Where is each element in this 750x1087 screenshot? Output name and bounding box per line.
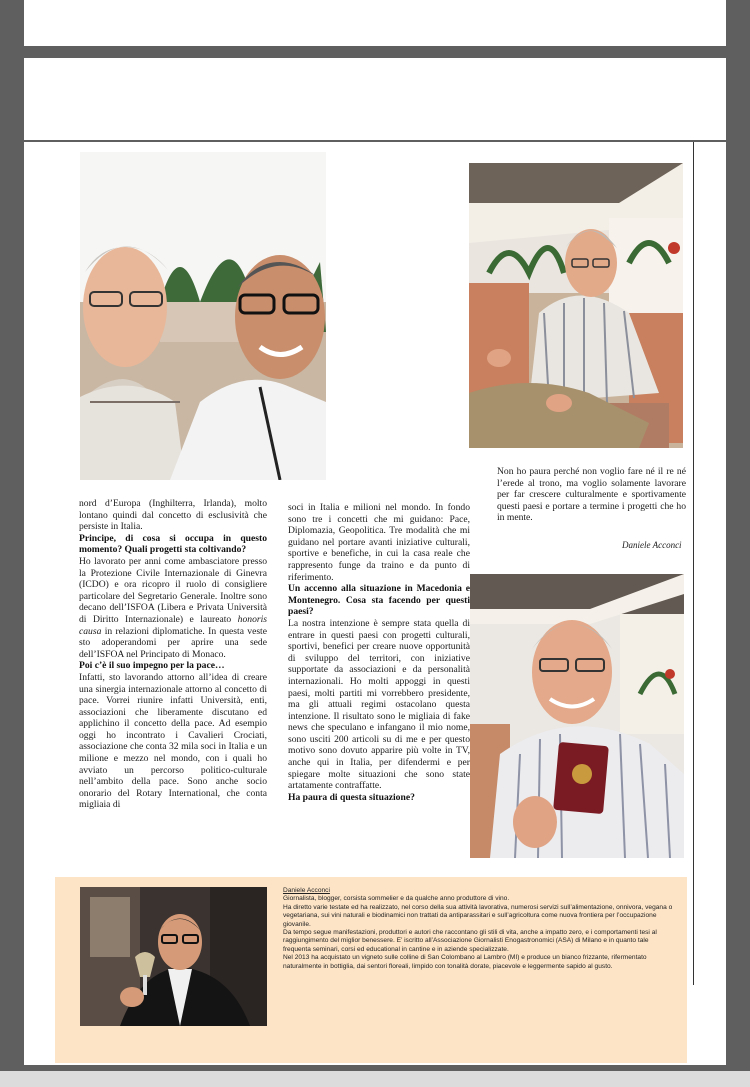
author-bio-text <box>283 887 675 971</box>
previous-page-bottom <box>24 0 726 46</box>
page-top-margin <box>24 58 726 140</box>
col2-question-2: Ha paura di questa situazione? <box>288 791 415 803</box>
col1-paragraph-2a: Ho lavorato per anni come ambasciatore presso la Protezione Civile Internazionale di Ginevra (ICDO) e ora ricopro il ruolo di consigliere particolare del Segretario Generale. Inoltre sono decano dell’ISFOA (Libera e Privata Università di Diritto Internazionale) e laureato <box>79 555 267 625</box>
bio-line-4: Nel 2013 ha acquistato un vigneto sulle colline di San Colombano al Lambro (MI) e produce un bianco frizzante, rifermentato naturalmente in bottiglia, dai sentori floreali, limpido con tonalità dorate, piacevole e leggermente sapido al gusto. <box>283 954 647 970</box>
selfie-photo <box>80 152 326 480</box>
bio-author-name: Daniele Acconci <box>283 887 330 894</box>
passport-photo <box>470 574 684 858</box>
honoris-causa-italic: honoris causa <box>79 613 267 637</box>
col2-paragraph-1: soci in Italia e milioni nel mondo. In fondo sono tre i concetti che mi guidano: Pace, Diplomazia, Geopolitica. Tre modalità che mi guidano nel portare avanti iniziative culturali, sportive e benefiche, in cui la casa reale che rappresento funge da traino e da punto di riferimento. <box>288 502 470 583</box>
col1-paragraph-3: Infatti, sto lavorando attorno all’idea di creare una sinergia internazionale attorno al concetto di pace. Vorrei riunire infatti Università, enti, associazioni che liberamente discutano ed applichino il concetto della pace. Ad esempio oggi ho incontrato i Cavalieri Crociati, associazione che conta 32 mila soci in Italia e un milione e mezzo nel mondo, con i quali ho avviato un percorso politico-culturale nell’ambito della pace. Sono anche socio onorario del Rotary International, che conta migliaia di <box>79 671 267 811</box>
col2-question-1: Un accenno alla situazione in Macedonia e Montenegro. Cosa sta facendo per questi paesi? <box>288 583 470 618</box>
viewer-bottom-strip <box>0 1071 750 1087</box>
col1-question-1: Principe, di cosa si occupa in questo momento? Quali progetti sta coltivando? <box>79 532 267 556</box>
col3-paragraph-1: Non ho paura perché non voglio fare né il re né l’erede al trono, ma voglio solamente lavorare per far crescere culturalmente e sportivamente questi paesi e portare a termine i progetti che ho in mente. <box>497 466 686 524</box>
article-column-2 <box>288 502 470 803</box>
article-column-1 <box>79 498 267 811</box>
col1-paragraph-2 <box>79 556 267 660</box>
bio-line-2: Ha diretto varie testate ed ha realizzato, nel corso della sua attività lavorativa, numerosi servizi sull’alimentazione, onnivora, vegana o vegetariana, sui vini naturali e biodinamici non trattati da antiparassitari e sull’agricoltura come nuova frontiera per l’occupazione giovanile. <box>283 903 673 928</box>
col1-question-2: Poi c’è il suo impegno per la pace… <box>79 660 225 672</box>
col1-paragraph-1: nord d’Europa (Inghilterra, Irlanda), molto lontano quindi dal concetto di esclusività che persiste in Italia. <box>79 498 267 533</box>
bio-line-3: Da tempo segue manifestazioni, produttori e autori che raccontano gli stili di vita, anche a impatto zero, e i comportamenti tesi al raggiungimento del miglior benessere. E’ iscritto all’Associazione Giornalisti Enogastronomici (ASA) di Milano e in quanto tale frequenta seminari, corsi ed educational in cantine e in aziende specializzate. <box>283 929 657 953</box>
seated-man-photo <box>469 163 683 448</box>
bio-line-1: Giornalista, blogger, corsista sommelier e da qualche anno produttore di vino. <box>283 895 510 903</box>
author-photo <box>80 887 267 1026</box>
col2-paragraph-2: La nostra intenzione è sempre stata quella di entrare in questi paesi con progetti culturali, sportivi, benefici per creare nuove opportunità di sviluppo del territori, con iniziative supportate da associazioni e da personalità internazionali. Ho molti appoggi in questi paesi, molti partiti mi vorrebbero presidente, ma gli attuali regimi ostacolano questa intenzione. Il risultato sono le migliaia di fake news che speculano e infangano il mio nome, sono usciti 200 articoli su di me e per questo motivo sono dovuto apparire più volte in TV, anche qui in Italia, per difendermi e per spiegare molte situazioni che sono state artatamente contraffatte. <box>288 617 470 792</box>
page-edge-line <box>693 142 694 985</box>
article-column-3 <box>497 466 686 524</box>
col1-paragraph-2b: in relazioni diplomatiche. In questa veste sto adoperandomi per aprire una sede dell’ISFOA nel Principato di Monaco. <box>79 625 267 660</box>
signature: Daniele Acconci <box>622 540 682 550</box>
